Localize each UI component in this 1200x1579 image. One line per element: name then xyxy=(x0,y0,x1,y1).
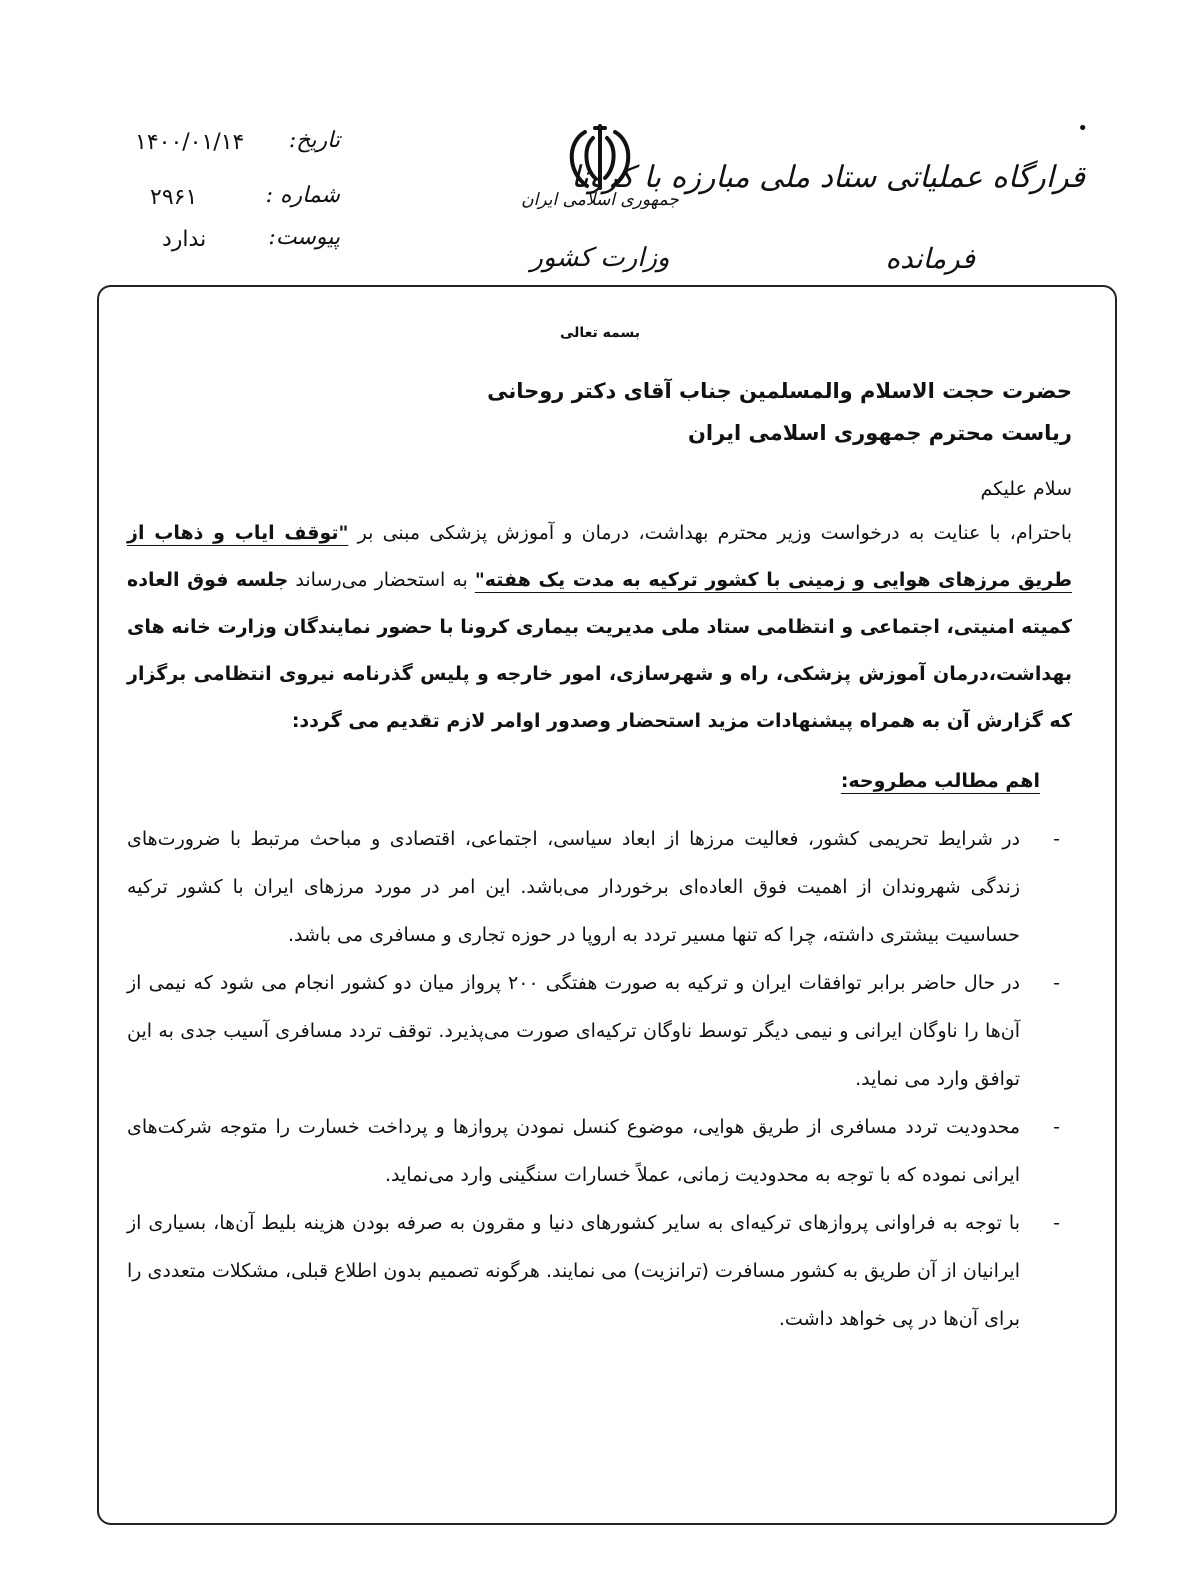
bullet-dash: - xyxy=(1053,1212,1060,1234)
number-value: ۲۹۶۱ xyxy=(150,185,198,210)
issuer-title: قرارگاه عملیاتی ستاد ملی مبارزه با کرونا xyxy=(571,160,1085,195)
attachment-value: ندارد xyxy=(162,227,207,252)
bullet-dash: - xyxy=(1053,828,1060,850)
issue-text: در حال حاضر برابر توافقات ایران و ترکیه به صورت هفتگی ۲۰۰ پرواز میان دو کشور انجام می شود که نیمی از آن‌ها را ناوگان ایرانی و نیمی دیگر توسط ناوگان ترکیه‌ای صورت می‌پذیرد. توقف تردد مسافری آسیب جدی به این توافق وارد می نماید. xyxy=(127,972,1020,1090)
intro-paragraph xyxy=(127,510,1072,745)
emblem-country-name: جمهوری اسلامی ایران xyxy=(521,190,679,210)
attachment-label: پیوست: xyxy=(268,225,340,250)
bullet-dash: - xyxy=(1053,972,1060,994)
bullet-dash: - xyxy=(1053,1116,1060,1138)
date-value: ۱۴۰۰/۰۱/۱۴ xyxy=(135,130,245,155)
intro-text-3: جلسه فوق العاده کمیته امنیتی، اجتماعی و انتظامی ستاد ملی مدیریت بیماری کرونا با حضور نمایندگان وزارت خانه های بهداشت،درمان آموزش پزشکی، راه و شهرسازی، امور خارجه و پلیس گذرنامه نیروی انتظامی برگزار که گزارش آن به همراه پیشنهادات مزید استحضار وصدور اوامر لازم تقدیم می گردد: xyxy=(127,569,1072,732)
issue-item xyxy=(127,959,1072,1103)
basmala: بسمه تعالی xyxy=(559,325,641,341)
issues-title: اهم مطالب مطروحه: xyxy=(840,770,1040,792)
date-label: تاریخ: xyxy=(288,128,340,153)
issue-text: با توجه به فراوانی پروازهای ترکیه‌ای به سایر کشورهای دنیا و مقرون به صرفه بودن هزینه بلیط آن‌ها، بسیاری از ایرانیان از آن طریق به کشور مسافرت (ترانزیت) می نمایند. هرگونه تصمیم بدون اطلاع قبلی، مشکلات متعددی را برای آن‌ها در پی خواهد داشت. xyxy=(127,1212,1020,1330)
issue-text: محدودیت تردد مسافری از طریق هوایی، موضوع کنسل نمودن پروازها و پرداخت خسارت را متوجه شرکت‌های ایرانی نموده که با توجه به محدودیت زمانی، عملاً خسارات سنگینی وارد می‌نماید. xyxy=(127,1116,1020,1186)
ministry-name: وزارت کشور xyxy=(530,243,670,273)
issues-list xyxy=(127,815,1072,1343)
issue-text: در شرایط تحریمی کشور، فعالیت مرزها از ابعاد سیاسی، اجتماعی، اقتصادی و مباحث مرتبط با ضرورت‌های زندگی شهروندان از اهمیت فوق العاده‌ای برخوردار می‌باشد. این امر در مورد مرزهای ایران با کشور ترکیه حساسیت بیشتری داشته، چرا که تنها مسیر تردد به اروپا در حوزه تجاری و مسافری می باشد. xyxy=(127,828,1020,946)
addressee xyxy=(487,370,1072,454)
addressee-name: حضرت حجت الاسلام والمسلمین جناب آقای دکتر روحانی xyxy=(487,379,1072,403)
intro-text-2: به استحضار می‌رساند xyxy=(288,569,475,591)
addressee-title: ریاست محترم جمهوری اسلامی ایران xyxy=(687,421,1072,445)
number-label: شماره : xyxy=(265,183,340,208)
iran-emblem-icon xyxy=(555,120,645,200)
salutation: سلام علیکم xyxy=(980,478,1072,500)
corner-mark: • xyxy=(1077,118,1088,139)
issue-item xyxy=(127,815,1072,959)
issue-item xyxy=(127,1103,1072,1199)
issuer-position: فرمانده xyxy=(885,242,975,275)
intro-text-1: باحترام، با عنایت به درخواست وزیر محترم بهداشت، درمان و آموزش پزشکی مبنی بر xyxy=(348,522,1073,544)
intro-highlight: "توقف ایاب و ذهاب از طریق مرزهای هوایی و زمینی با کشور ترکیه به مدت یک هفته" xyxy=(127,522,1072,591)
issue-item xyxy=(127,1199,1072,1343)
